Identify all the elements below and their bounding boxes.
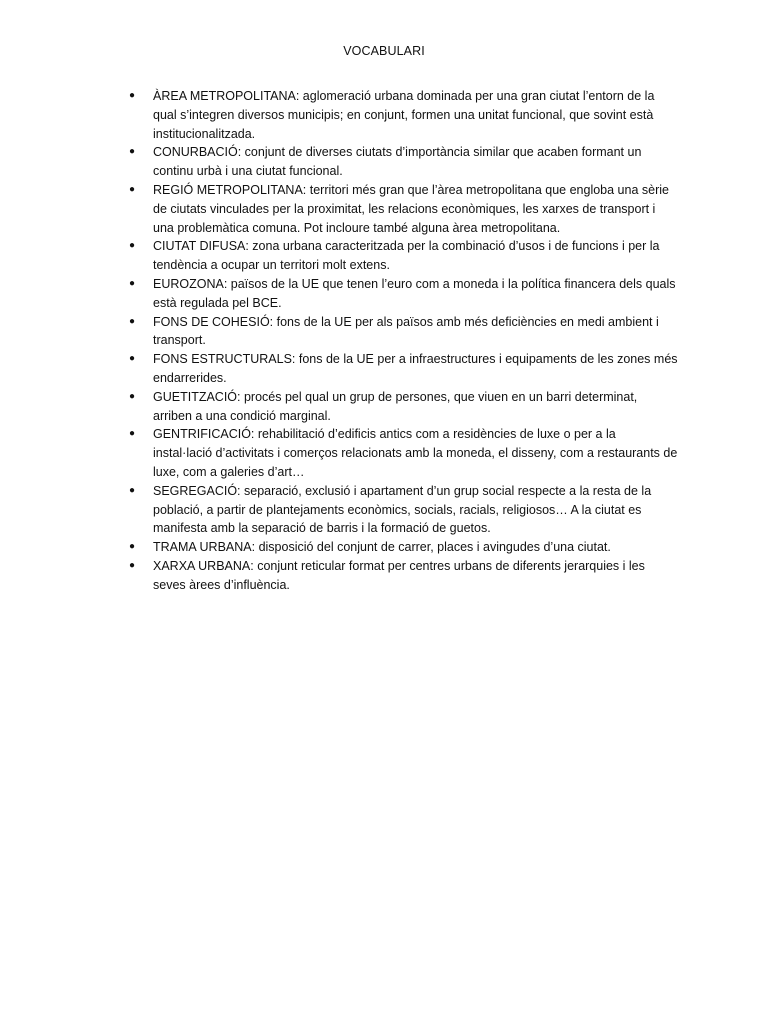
list-item-text: FONS ESTRUCTURALS: fons de la UE per a infraestructures i equipaments de les zones més endarrerides. [153, 352, 678, 385]
bullet-icon: ● [129, 277, 136, 289]
list-item [129, 143, 678, 181]
list-item-text: TRAMA URBANA: disposició del conjunt de carrer, places i avingudes d’una ciutat. [153, 540, 611, 555]
list-item-text: REGIÓ METROPOLITANA: territori més gran que l’àrea metropolitana que engloba una sèrie de ciutats vinculades per la proximitat, les relacions econòmiques, les xarxes de transport i una problemàtica comuna. Pot incloure també alguna àrea metropolitana. [153, 182, 669, 235]
list-item [129, 181, 678, 237]
bullet-icon: ● [129, 90, 136, 101]
list-item-text: GUETITZACIÓ: procés pel qual un grup de persones, que viuen en un barri determinat, arriben a una condició marginal. [153, 389, 638, 423]
list-item [129, 275, 678, 313]
bullet-icon: ● [129, 240, 136, 252]
bullet-icon: ● [129, 541, 136, 553]
document-title: VOCABULARI [343, 44, 425, 58]
list-item [129, 350, 678, 388]
list-item-text: ÀREA METROPOLITANA: aglomeració urbana dominada per una gran ciutat l’entorn de la qual s’integren diversos municipis; en conjunt, formen una unitat funcional, que sovint està institucionalitzada. [153, 89, 655, 141]
bullet-icon: ● [129, 146, 136, 158]
list-item [129, 425, 678, 481]
vocabulary-list [129, 87, 678, 595]
list-item-text: CONURBACIÓ: conjunt de diverses ciutats d’importància similar que acaben formant un continu urbà i una ciutat funcional. [153, 145, 642, 179]
list-item-text: FONS DE COHESIÓ: fons de la UE per als països amb més deficiències en medi ambient i transport. [153, 314, 659, 348]
bullet-icon: ● [129, 353, 136, 365]
list-item [129, 538, 678, 557]
list-item-text: EUROZONA: països de la UE que tenen l’euro com a moneda i la política financera dels quals està regulada pel BCE. [153, 276, 676, 310]
list-item-text: XARXA URBANA: conjunt reticular format per centres urbans de diferents jerarquies i les seves àrees d’influència. [153, 558, 645, 592]
list-item [129, 557, 678, 595]
list-item-text: GENTRIFICACIÓ: rehabilitació d’edificis antics com a residències de luxe o per a la instal·lació d’activitats i comerços relacionats amb la moneda, el disseny, com a restaurants de luxe, com a galeries d’art… [153, 427, 678, 479]
bullet-icon: ● [129, 428, 136, 440]
bullet-icon: ● [129, 559, 136, 571]
list-item [129, 237, 678, 275]
bullet-icon: ● [129, 183, 136, 195]
bullet-icon: ● [129, 315, 136, 327]
list-item [129, 388, 678, 426]
bullet-icon: ● [129, 390, 136, 402]
list-item [129, 313, 678, 351]
list-item [129, 87, 678, 143]
bullet-icon: ● [129, 484, 136, 496]
list-item [129, 482, 678, 538]
list-item-text: SEGREGACIÓ: separació, exclusió i apartament d’un grup social respecte a la resta de la població, a partir de plantejaments econòmics, socials, racials, religiosos… A la ciutat es manifesta amb la separació de barris i la formació de guetos. [153, 483, 652, 536]
list-item-text: CIUTAT DIFUSA: zona urbana caracteritzada per la combinació d’usos i de funcions i per la tendència a ocupar un territori molt extens. [153, 239, 660, 273]
